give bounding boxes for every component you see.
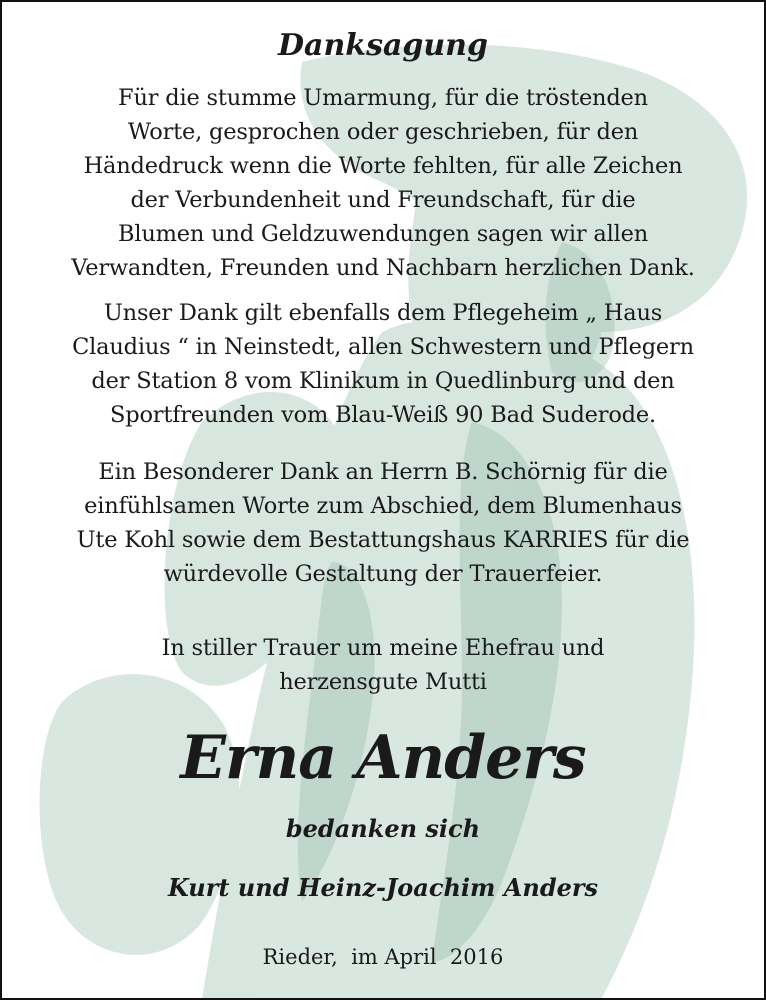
text-line: In stiller Trauer um meine Ehefrau und	[161, 635, 605, 661]
text-line: der Verbundenheit und Freundschaft, für die	[130, 187, 636, 213]
text-line: Verwandten, Freunden und Nachbarn herzlichen Dank.	[71, 255, 695, 281]
notice-content	[2, 2, 764, 998]
text-line: Händedruck wenn die Worte fehlten, für alle Zeichen	[83, 153, 683, 179]
notice-heading: Danksagung	[278, 28, 488, 63]
text-line: herzensgute Mutti	[279, 669, 487, 695]
text-line: Ute Kohl sowie dem Bestattungshaus KARRIES für die	[76, 527, 690, 553]
text-line: Claudius “ in Neinstedt, allen Schwestern und Pflegern	[72, 334, 694, 360]
paragraph-care-home	[2, 296, 764, 432]
text-line: Blumen und Geldzuwendungen sagen wir allen	[118, 221, 648, 247]
text-line: würdevolle Gestaltung der Trauerfeier.	[163, 561, 603, 587]
place-date: Rieder, im April 2016	[262, 945, 504, 969]
paragraph-gratitude	[2, 81, 764, 285]
text-line: Für die stumme Umarmung, für die tröstenden	[118, 85, 648, 111]
text-line: Sportfreunden vom Blau-Weiß 90 Bad Suderode.	[110, 402, 656, 428]
paragraph-mourning	[2, 631, 764, 699]
signers: Kurt und Heinz-Joachim Anders	[167, 873, 599, 902]
text-line: Unser Dank gilt ebenfalls dem Pflegeheim „ Haus	[103, 300, 663, 326]
thanks-line: bedanken sich	[285, 814, 481, 843]
paragraph-special-thanks	[2, 455, 764, 591]
text-line: der Station 8 vom Klinikum in Quedlinburg und den	[91, 368, 675, 394]
deceased-name: Erna Anders	[180, 723, 586, 793]
text-line: Worte, gesprochen oder geschrieben, für den	[127, 119, 639, 145]
text-line: Ein Besonderer Dank an Herrn B. Schörnig für die	[98, 459, 668, 485]
text-line: einfühlsamen Worte zum Abschied, dem Blumenhaus	[84, 493, 682, 519]
